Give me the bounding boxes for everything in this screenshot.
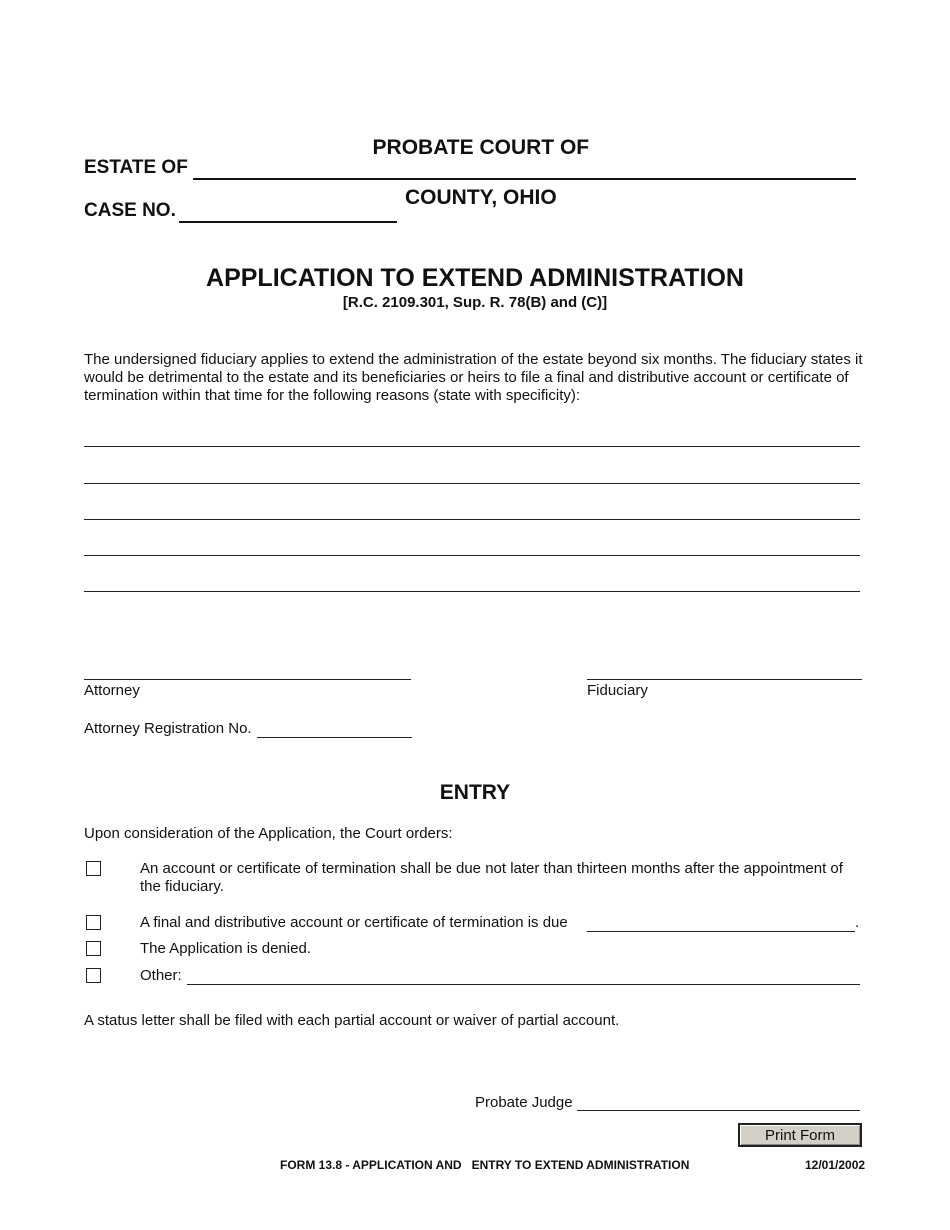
option-3-checkbox[interactable]: [86, 941, 101, 956]
form-citation: [R.C. 2109.301, Sup. R. 78(B) and (C)]: [342, 294, 608, 311]
option-2-checkbox[interactable]: [86, 915, 101, 930]
entry-intro: Upon consideration of the Application, the Court orders:: [84, 825, 453, 842]
form-title: APPLICATION TO EXTEND ADMINISTRATION: [206, 264, 744, 292]
entry-heading: ENTRY: [439, 781, 511, 804]
status-letter-text: A status letter shall be filed with each partial account or waiver of partial account.: [84, 1012, 620, 1029]
footer-form-title: FORM 13.8 - APPLICATION AND ENTRY TO EXTEND ADMINISTRATION: [280, 1158, 690, 1172]
registration-label: Attorney Registration No.: [84, 720, 252, 737]
reason-line-5[interactable]: [84, 573, 860, 592]
estate-label: ESTATE OF: [84, 157, 188, 178]
print-form-button[interactable]: Print Form: [738, 1123, 862, 1147]
reason-line-3[interactable]: [84, 501, 860, 520]
option-4-text: Other:: [140, 967, 182, 984]
estate-field[interactable]: [193, 160, 856, 180]
option-2-text: A final and distributive account or certificate of termination is due: [140, 914, 568, 931]
reason-line-4[interactable]: [84, 537, 860, 556]
case-number-field[interactable]: [179, 203, 397, 223]
court-prefix: PROBATE COURT OF: [372, 136, 590, 159]
case-label: CASE NO.: [84, 200, 176, 221]
attorney-signature-line[interactable]: [84, 661, 411, 680]
option-1-checkbox[interactable]: [86, 861, 101, 876]
option-4-checkbox[interactable]: [86, 968, 101, 983]
option-1-text: An account or certificate of termination shall be due not later than thirteen months after the appointment of the fiduciary.: [140, 860, 843, 895]
due-date-field[interactable]: [587, 913, 855, 932]
other-field[interactable]: [187, 966, 860, 985]
court-suffix: COUNTY, OHIO: [404, 186, 557, 209]
registration-field[interactable]: [257, 719, 412, 738]
fiduciary-label: Fiduciary: [587, 682, 648, 699]
probate-judge-signature-line[interactable]: [577, 1092, 860, 1111]
option-3-text: The Application is denied.: [140, 940, 311, 957]
reason-line-2[interactable]: [84, 465, 860, 484]
fiduciary-signature-line[interactable]: [587, 661, 862, 680]
application-paragraph: The undersigned fiduciary applies to extend the administration of the estate beyond six months. The fiduciary states it would be detrimental to the estate and its beneficiaries or heirs to file a final and distributive account or certificate of termination within that time for the following reasons (state with specificity):: [84, 351, 863, 404]
probate-judge-label: Probate Judge: [475, 1094, 573, 1111]
reason-line-1[interactable]: [84, 428, 860, 447]
attorney-label: Attorney: [84, 682, 140, 699]
footer-date: 12/01/2002: [805, 1158, 866, 1172]
option-2-period: .: [855, 914, 860, 931]
